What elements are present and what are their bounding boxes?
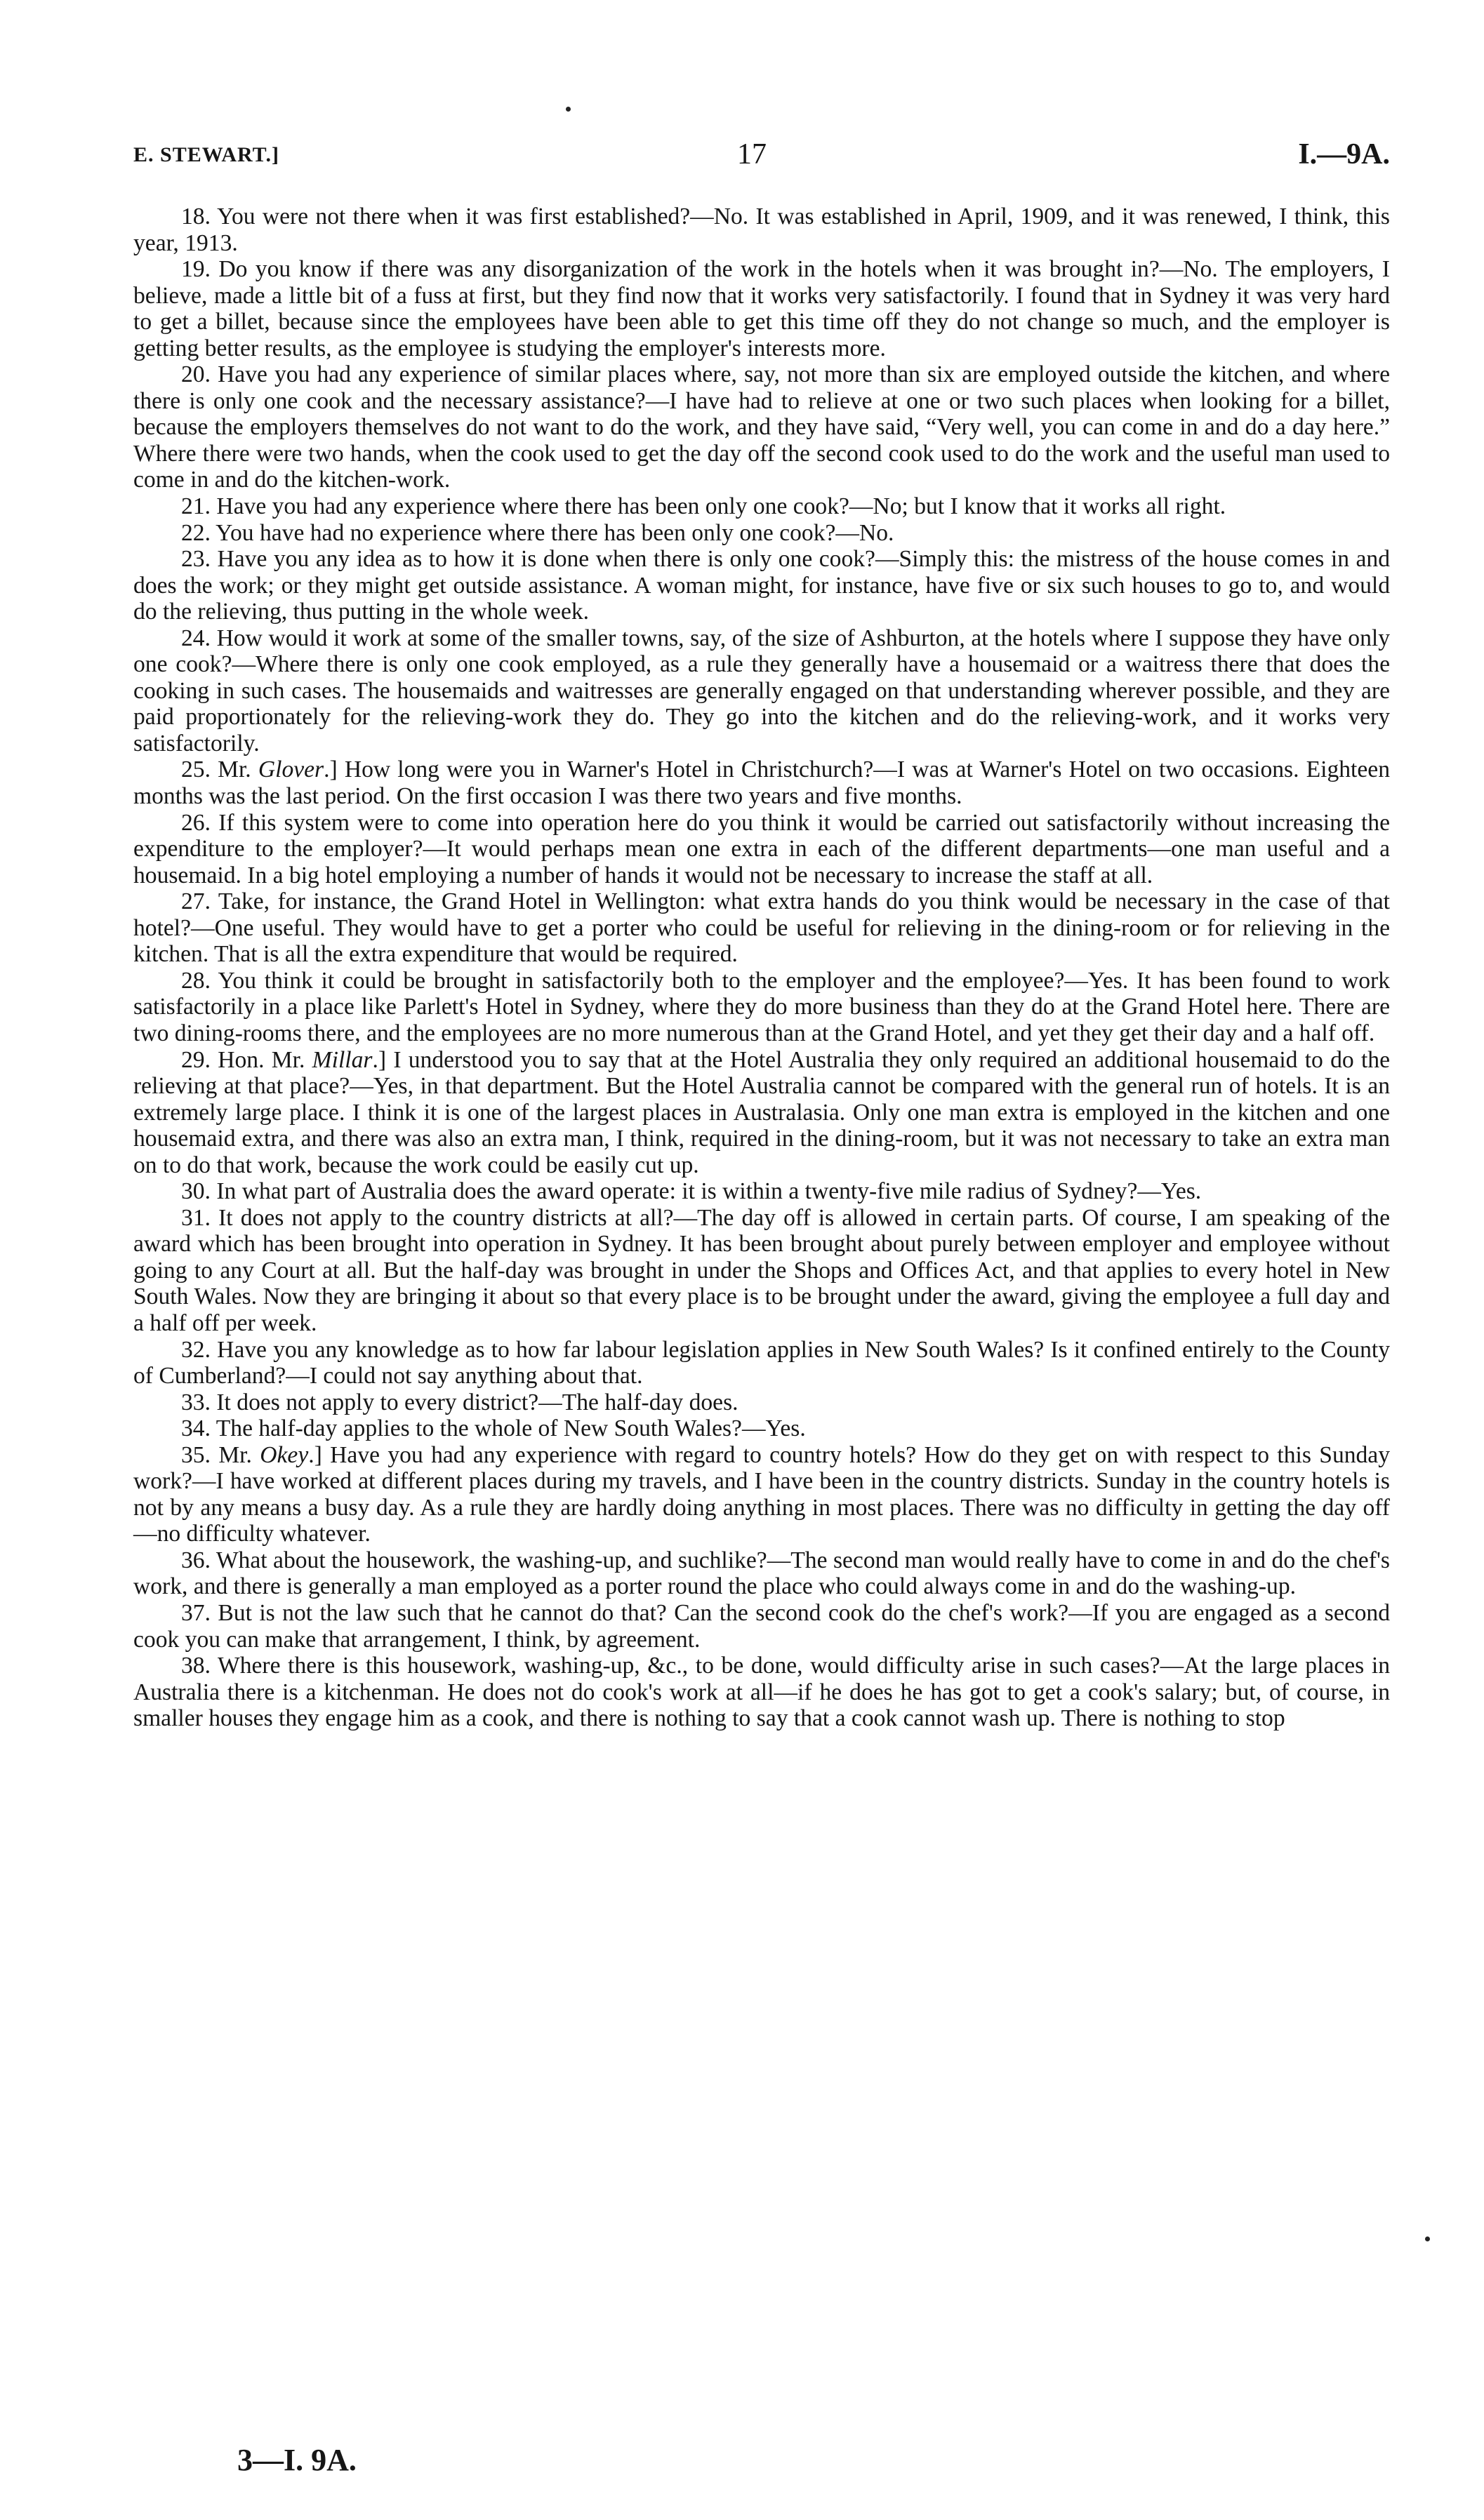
question-paragraph [133,625,1390,757]
question-paragraph [133,493,1390,520]
question-paragraph [133,520,1390,547]
speaker-surname: Glover [258,756,324,783]
question-paragraph [133,1415,1390,1442]
question-paragraph [133,1389,1390,1416]
page-number: 17 [737,138,767,171]
question-number: 33. [181,1389,217,1415]
question-paragraph [133,888,1390,968]
question-paragraph [133,968,1390,1047]
question-number: 25. [181,756,218,783]
question-answer-text: Take, for instance, the Grand Hotel in Wellington: what extra hands do you think would be necessary in the case of that hotel?—One useful. They would have to get a porter who could be useful for relieving in the dining-room or for relieving in the kitchen. That is all the extra expenditure that would be required. [133,888,1390,968]
question-number: 21. [181,493,217,520]
question-paragraph [133,361,1390,493]
question-number: 18. [181,204,218,229]
question-paragraph [133,204,1390,256]
question-paragraph [133,1178,1390,1205]
speaker-label: Hon. Mr. Millar.] [218,1046,387,1073]
question-answer-text: I understood you to say that at the Hotel Australia they only required an additional housemaid to do the relieving at that place?—Yes, in that department. But the Hotel Australia cannot be compared with the general run of hotels. It is an extremely large place. I think it is one of the largest places in Australasia. Only one man extra is employed in the kitchen and one housemaid extra, and there was also an extra man, I think, required in the dining-room, but it was not necessary to take an extra man on to do that work, because the work could be easily cut up. [133,1046,1390,1178]
question-answer-text: Have you had any experience with regard to country hotels? How do they get on with respect to this Sunday work?—I have worked at different places during my travels, and I have been in the country districts. Sunday in the country hotels is not by any means a busy day. As a rule they are hardly doing anything in most places. There was no difficulty in getting the day off—no difficulty whatever. [133,1441,1390,1547]
question-paragraph [133,256,1390,361]
question-answer-text: The half-day applies to the whole of New South Wales?—Yes. [216,1415,806,1442]
speaker-label: Mr. Okey.] [218,1441,322,1468]
question-number: 35. [181,1441,219,1468]
question-paragraph [133,1205,1390,1337]
question-answer-text: What about the housework, the washing-up, and suchlike?—The second man would really have to come in and do the chef's work, and there is generally a man employed as a porter round the place who could always come in and do the washing-up. [133,1547,1391,1600]
signature-mark: 3—I. 9A. [237,2443,357,2477]
question-number: 38. [181,1653,218,1679]
speck-mark [1425,2236,1430,2241]
testimony-body [133,204,1390,1732]
question-number: 32. [181,1336,218,1363]
question-number: 34. [181,1415,216,1442]
question-paragraph [133,1547,1390,1600]
question-answer-text: If this system were to come into operation here do you think it would be carried out satisfactorily without increasing the expenditure to the employer?—It would perhaps mean one extra in each of the different departments—one man useful and a housemaid. In a big hotel employing a number of hands it would not be necessary to increase the staff at all. [133,809,1391,888]
question-paragraph [133,810,1390,889]
speaker-surname: Okey [260,1441,309,1468]
question-number: 20. [181,361,218,388]
document-reference: I.—9A. [1298,138,1390,171]
question-answer-text: In what part of Australia does the award operate: it is within a twenty-five mile radius of Sydney?—Yes. [216,1178,1202,1205]
question-paragraph [133,756,1390,809]
page-header [133,138,1390,180]
question-answer-text: It does not apply to every district?—The half-day does. [216,1389,738,1415]
question-answer-text: Have you any idea as to how it is done when there is only one cook?—Simply this: the mistress of the house comes in and does the work; or they might get outside assistance. A woman might, for instance, have five or six such houses to go to, and would do the relieving, thus putting in the whole week. [133,546,1390,625]
question-answer-text: You think it could be brought in satisfactorily both to the employer and the employee?—Yes. It has been found to work satisfactorily in a place like Parlett's Hotel in Sydney, where they do more business than they do at the Grand Hotel here. There are two dining-rooms there, and the employees are no more numerous than at the Grand Hotel, and yet they get their day and a half off. [133,967,1390,1046]
question-answer-text: Have you had any experience where there has been only one cook?—No; but I know that it works all right. [216,493,1226,520]
header-witness-name: E. STEWART.] [133,143,279,166]
speaker-surname: Millar [312,1046,373,1073]
question-paragraph [133,1653,1390,1732]
question-number: 36. [181,1547,216,1573]
question-answer-text: Where there is this housework, washing-up, &c., to be done, would difficulty arise in such cases?—At the large places in Australia there is a kitchenman. He does not do cook's work at all—if he does he has got to get a cook's salary; but, of course, in smaller houses they engage him as a cook, and there is nothing to say that a cook cannot wash up. There is nothing to stop [133,1653,1390,1732]
question-paragraph [133,1600,1390,1653]
question-paragraph [133,1337,1390,1389]
question-answer-text: You were not there when it was first established?—No. It was established in April, 1909, and it was renewed, I think, this year, 1913. [133,204,1390,256]
question-answer-text: Have you any knowledge as to how far labour legislation applies in New South Wales? Is it confined entirely to the County of Cumberland?—I could not say anything about that. [133,1336,1391,1389]
question-answer-text: But is not the law such that he cannot do that? Can the second cook do the chef's work?—If you are engaged as a second cook you can make that arrangement, I think, by agreement. [133,1599,1391,1653]
question-number: 27. [181,888,218,915]
question-paragraph [133,1442,1390,1547]
question-answer-text: How long were you in Warner's Hotel in Christchurch?—I was at Warner's Hotel on two occasions. Eighteen months was the last period. On the first occasion I was there two years and five months. [133,756,1390,810]
question-number: 22. [181,519,216,546]
speck-mark [566,107,571,112]
question-number: 30. [181,1178,217,1205]
question-number: 28. [181,967,218,994]
question-number: 26. [181,809,219,836]
question-number: 31. [181,1204,219,1231]
question-answer-text: You have had no experience where there has been only one cook?—No. [216,519,894,546]
question-paragraph [133,1047,1390,1179]
question-answer-text: Do you know if there was any disorganization of the work in the hotels when it was brought in?—No. The employers, I believe, made a little bit of a fuss at first, but they find now that it works very satisfactorily. I found that in Sydney it was very hard to get a billet, because since the employees have been able to get this time off they do not change so much, and the employer is getting better results, as the employee is studying the employer's interests more. [133,256,1390,361]
question-number: 19. [181,256,219,283]
question-answer-text: It does not apply to the country districts at all?—The day off is allowed in certain parts. Of course, I am speaking of the award which has been brought into operation in Sydney. It has been brought about purely between employer and employee without going to any Court at all. But the half-day was brought in under the Shops and Offices Act, and that applies to every hotel in New South Wales. Now they are bringing it about so that every place is to be brought under the award, giving the employee a full day and a half off per week. [133,1204,1390,1336]
question-number: 23. [181,546,218,573]
question-number: 29. [181,1046,218,1073]
question-number: 24. [181,625,217,651]
question-answer-text: How would it work at some of the smaller towns, say, of the size of Ashburton, at the hotels where I suppose they have only one cook?—Where there is only one cook employed, as a rule they generally have a housemaid or a waitress there that does the cooking in such cases. The housemaids and waitresses are generally engaged on that understanding wherever possible, and they are paid proportionately for the relieving-work they do. They go into the kitchen and do the relieving-work, and it works very satisfactorily. [133,625,1390,756]
question-number: 37. [181,1599,218,1626]
question-paragraph [133,546,1390,625]
speaker-label: Mr. Glover.] [218,756,338,783]
question-answer-text: Have you had any experience of similar places where, say, not more than six are employed outside the kitchen, and where there is only one cook and the necessary assistance?—I have had to relieve at one or two such places when looking for a billet, because the employers themselves do not want to do the work, and they have said, “Very well, you can come in and do a day here.” Where there were two hands, when the cook used to get the day off the second cook used to do the work and the useful man used to come in and do the kitchen-work. [133,361,1390,493]
